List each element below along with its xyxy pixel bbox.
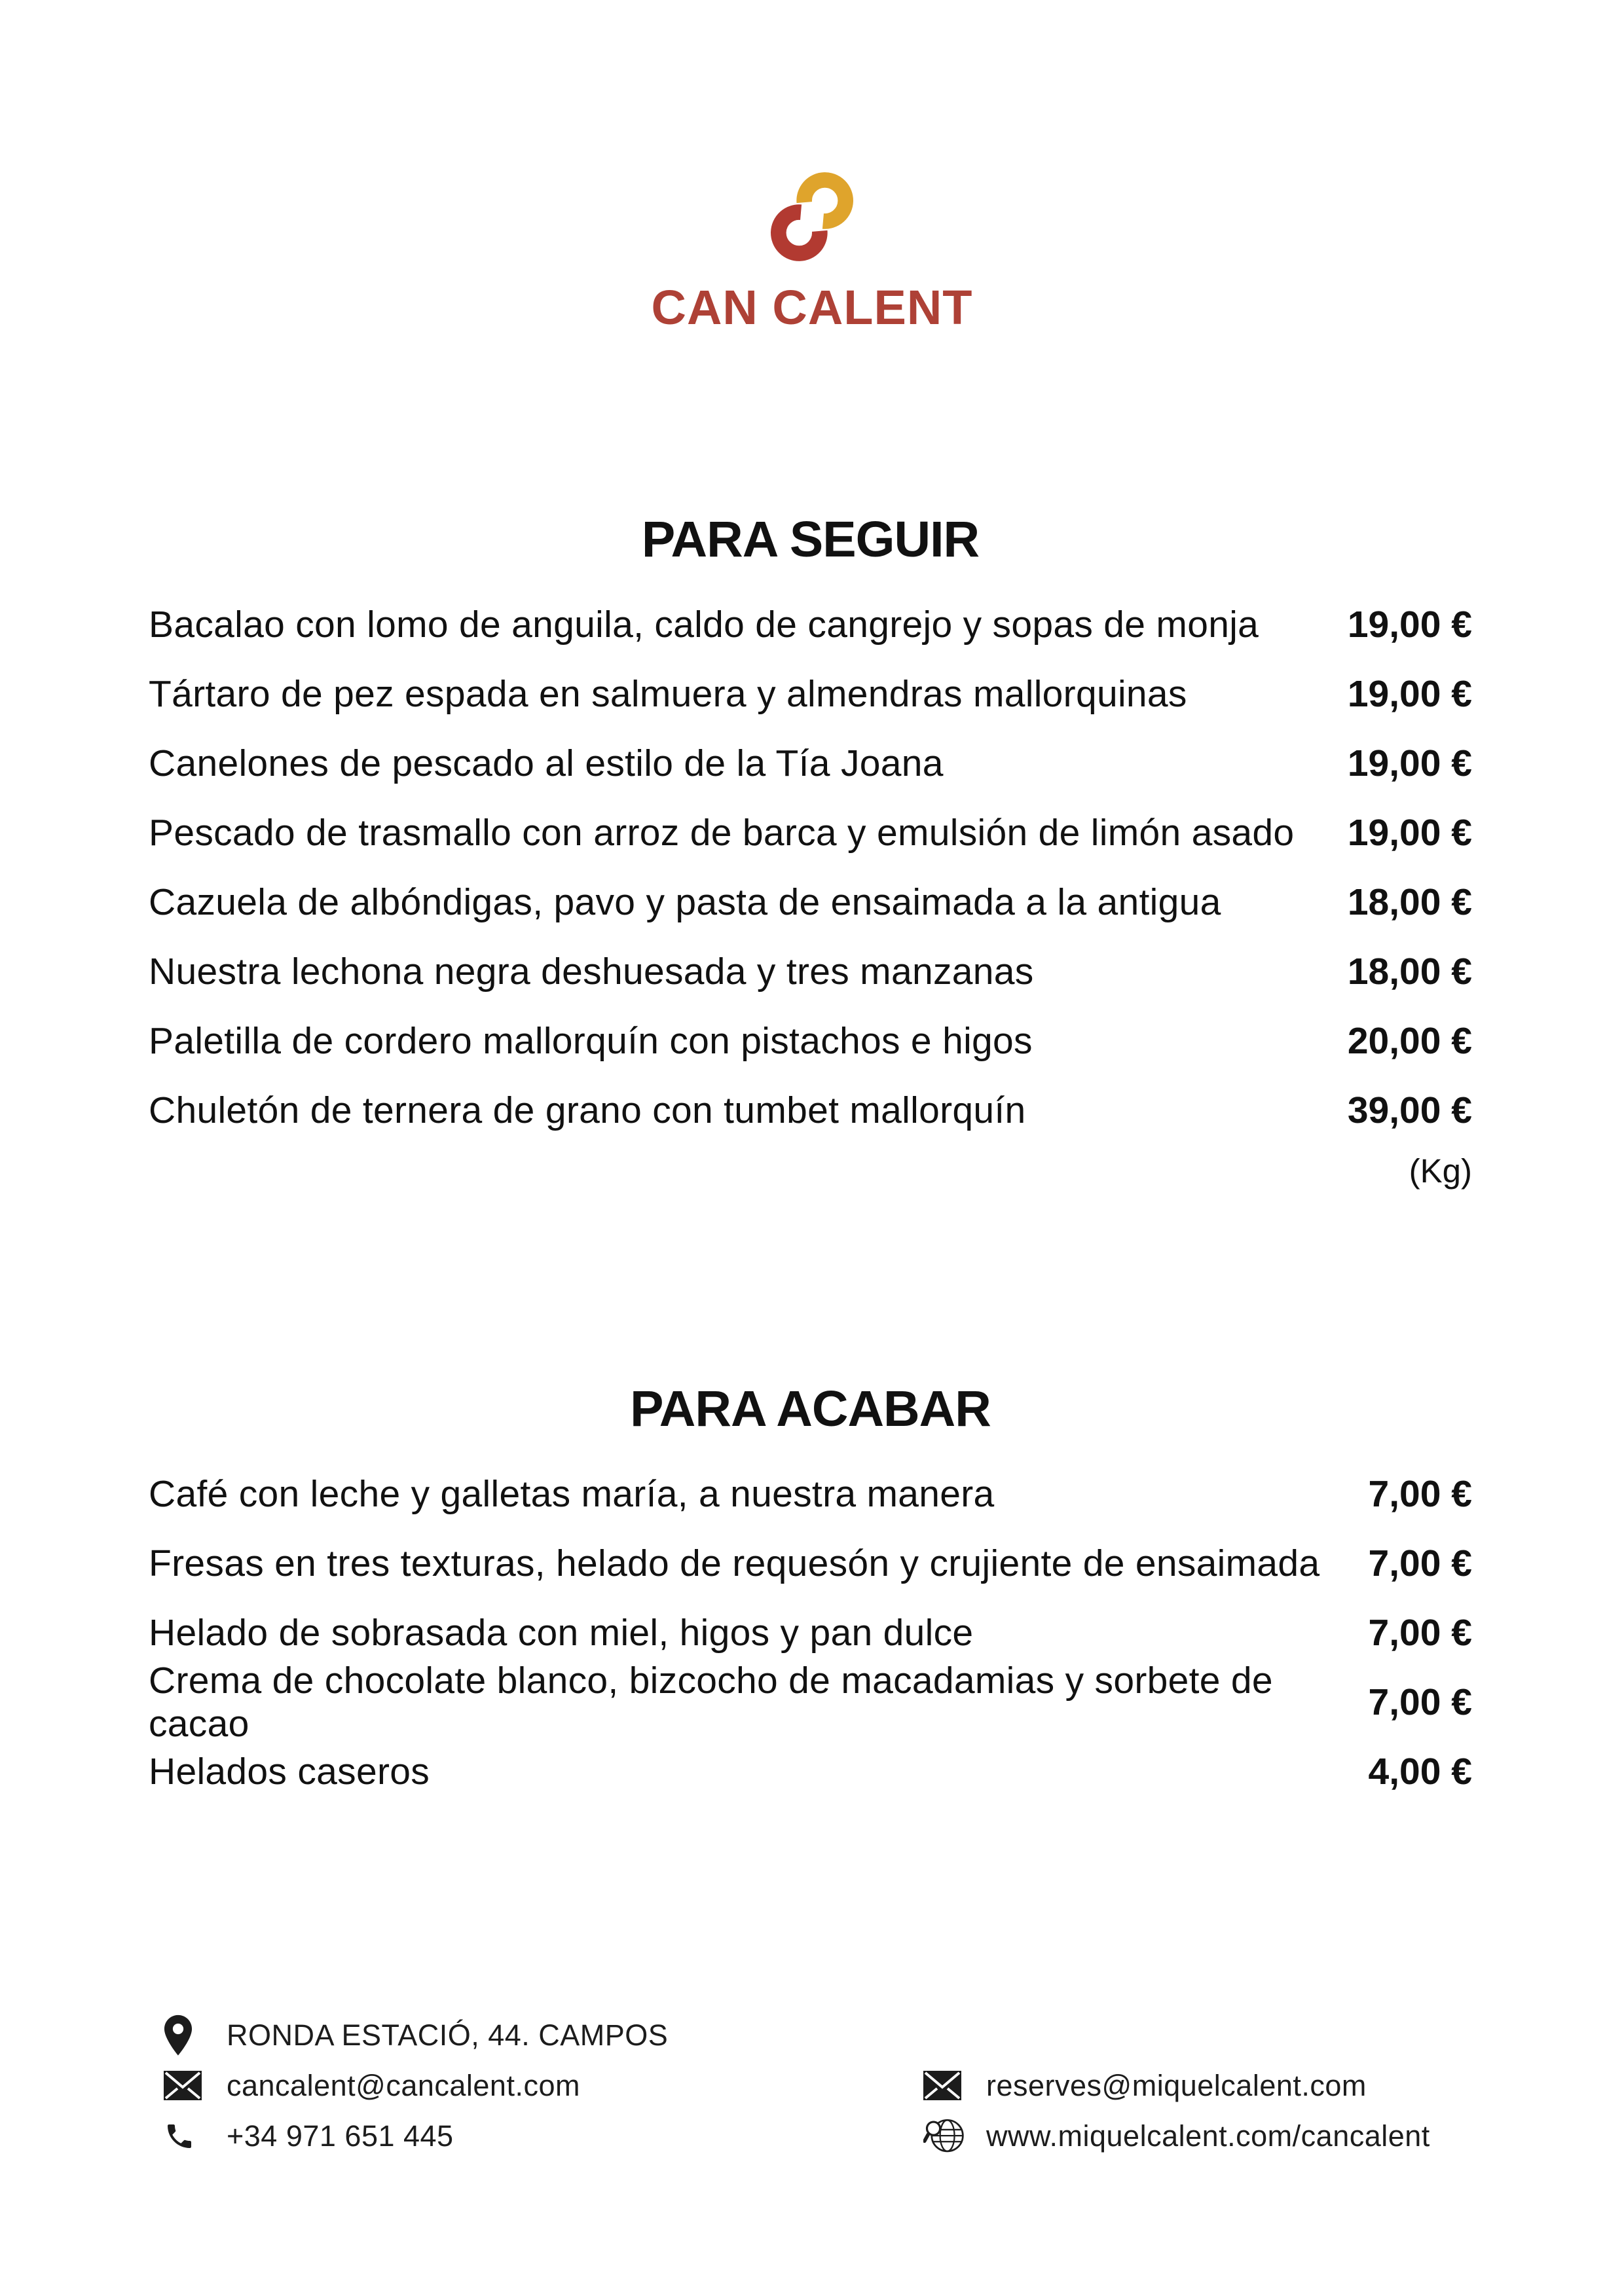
item-price: 19,00 € bbox=[1347, 604, 1472, 646]
location-pin-icon bbox=[164, 2014, 206, 2056]
item-price: 39,00 € bbox=[1347, 1089, 1472, 1131]
website-text: www.miquelcalent.com/cancalent bbox=[986, 2119, 1430, 2153]
email-row bbox=[164, 2060, 668, 2111]
section-para-acabar bbox=[149, 1381, 1472, 1806]
item-price: 4,00 € bbox=[1368, 1751, 1472, 1793]
item-price: 19,00 € bbox=[1347, 742, 1472, 784]
item-name: Fresas en tres texturas, helado de requesón y crujiente de ensaimada bbox=[149, 1542, 1320, 1584]
can-calent-logo-icon bbox=[770, 168, 854, 266]
menu-item bbox=[149, 1737, 1472, 1806]
menu-item bbox=[149, 1660, 1472, 1745]
item-name: Crema de chocolate blanco, bizcocho de macadamias y sorbete de cacao bbox=[149, 1660, 1273, 1745]
footer-contact-right bbox=[923, 2060, 1430, 2161]
item-name: Café con leche y galletas maría, a nuestra manera bbox=[149, 1473, 995, 1515]
globe-magnifier-icon bbox=[923, 2116, 965, 2157]
item-price: 7,00 € bbox=[1368, 1542, 1472, 1584]
website-row bbox=[923, 2111, 1430, 2161]
menu-item bbox=[149, 798, 1472, 867]
section-title: PARA ACABAR bbox=[630, 1381, 991, 1437]
item-name: Paletilla de cordero mallorquín con pistachos e higos bbox=[149, 1020, 1033, 1062]
item-price: 7,00 € bbox=[1368, 1473, 1472, 1515]
address-text: RONDA ESTACIÓ, 44. CAMPOS bbox=[227, 2018, 669, 2052]
footer-contact-left bbox=[164, 2010, 668, 2161]
phone-icon bbox=[164, 2121, 206, 2152]
item-price: 18,00 € bbox=[1347, 881, 1472, 923]
item-name: Pescado de trasmallo con arroz de barca y emulsión de limón asado bbox=[149, 812, 1295, 854]
item-name: Helados caseros bbox=[149, 1751, 430, 1793]
menu-item bbox=[149, 659, 1472, 729]
logo-red-ring bbox=[779, 212, 820, 253]
item-name: Canelones de pescado al estilo de la Tía Joana bbox=[149, 742, 944, 784]
item-price: 7,00 € bbox=[1368, 1612, 1472, 1654]
menu-item bbox=[149, 1006, 1472, 1076]
brand-header bbox=[0, 168, 1624, 335]
envelope-icon bbox=[164, 2071, 206, 2100]
item-name: Tártaro de pez espada en salmuera y almendras mallorquinas bbox=[149, 673, 1187, 715]
item-price: 19,00 € bbox=[1347, 673, 1472, 715]
menu-item bbox=[149, 867, 1472, 937]
menu-item bbox=[149, 729, 1472, 798]
section-para-seguir bbox=[149, 511, 1472, 1192]
per-kg-note: (Kg) bbox=[1409, 1152, 1472, 1190]
section-title: PARA SEGUIR bbox=[641, 511, 980, 568]
envelope-icon bbox=[923, 2071, 965, 2100]
email-text: cancalent@cancalent.com bbox=[227, 2068, 580, 2102]
item-price: 18,00 € bbox=[1347, 951, 1472, 993]
address-row bbox=[164, 2010, 668, 2060]
phone-text: +34 971 651 445 bbox=[227, 2119, 454, 2153]
item-price: 19,00 € bbox=[1347, 812, 1472, 854]
item-name: Bacalao con lomo de anguila, caldo de cangrejo y sopas de monja bbox=[149, 604, 1259, 646]
item-name: Helado de sobrasada con miel, higos y pan dulce bbox=[149, 1612, 974, 1654]
reservations-email-row bbox=[923, 2060, 1430, 2111]
menu-item bbox=[149, 937, 1472, 1006]
item-name: Nuestra lechona negra deshuesada y tres manzanas bbox=[149, 951, 1034, 993]
menu-item bbox=[149, 1076, 1472, 1145]
item-price: 7,00 € bbox=[1368, 1681, 1472, 1723]
item-name: Chuletón de ternera de grano con tumbet mallorquín bbox=[149, 1089, 1026, 1131]
logo-gold-ring bbox=[804, 180, 845, 221]
item-name: Cazuela de albóndigas, pavo y pasta de ensaimada a la antigua bbox=[149, 881, 1221, 923]
section-items bbox=[149, 590, 1472, 1192]
menu-item bbox=[149, 1598, 1472, 1667]
menu-item bbox=[149, 590, 1472, 659]
brand-wordmark: CAN CALENT bbox=[651, 280, 973, 335]
reservations-email-text: reserves@miquelcalent.com bbox=[986, 2068, 1367, 2102]
section-items bbox=[149, 1459, 1472, 1806]
menu-item bbox=[149, 1459, 1472, 1529]
menu-item bbox=[149, 1529, 1472, 1598]
phone-row bbox=[164, 2111, 668, 2161]
item-price: 20,00 € bbox=[1347, 1020, 1472, 1062]
